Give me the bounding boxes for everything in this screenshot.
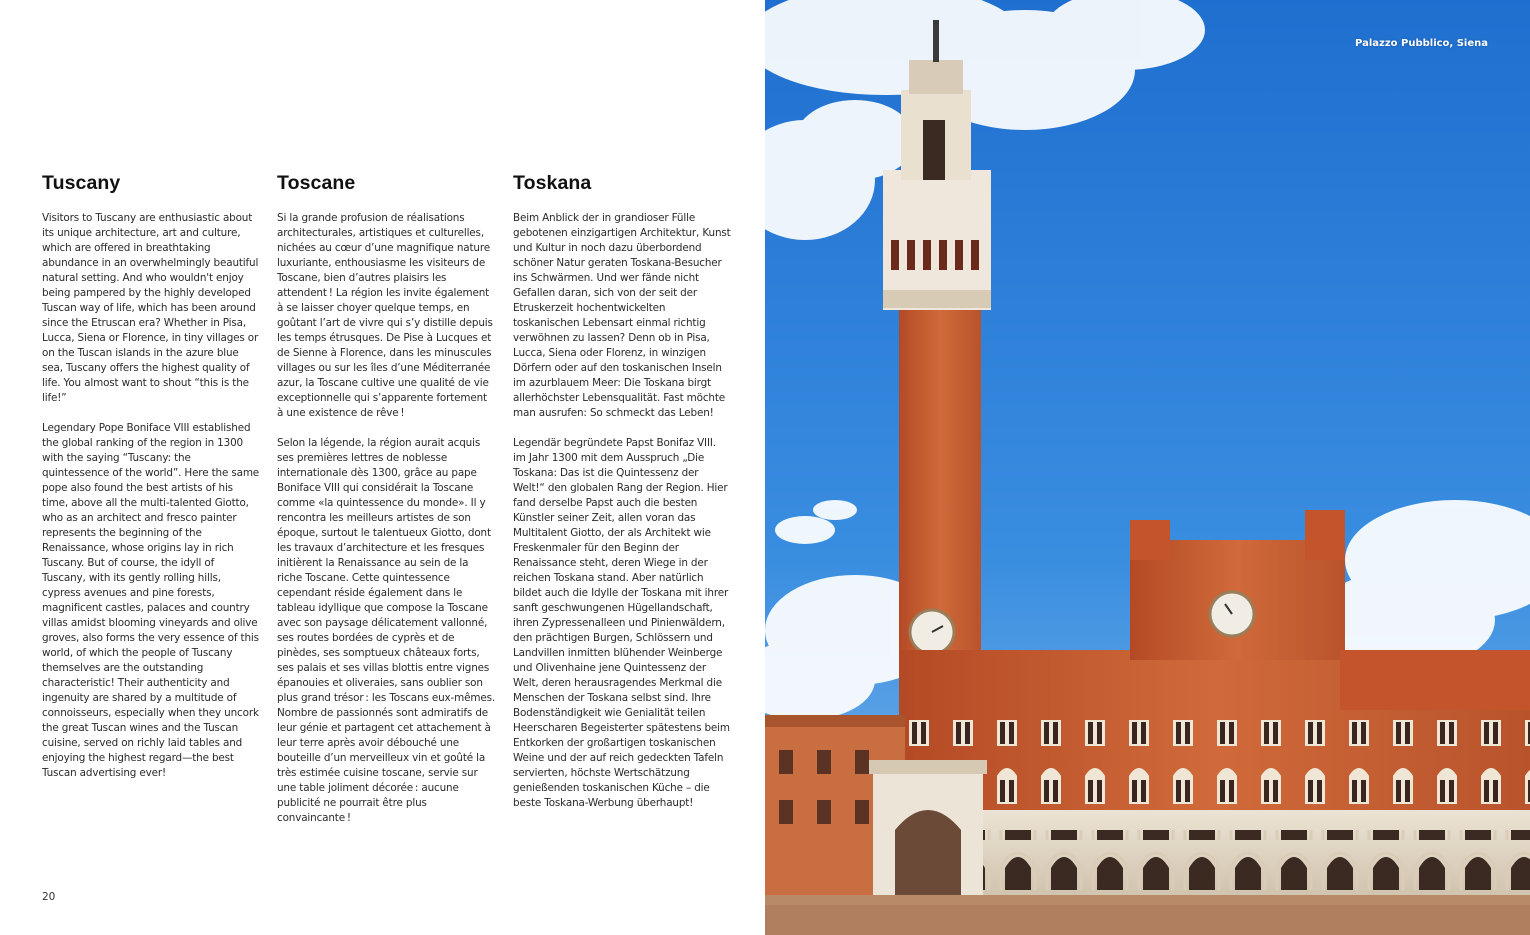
paragraph-de-1: Beim Anblick der in grandioser Fülle gebotenen einzigartigen Architektur, Kunst und Kultur in noch dazu überbordend schöner Natur geraten Toskana-Besucher ins Schwärmen. Und wer fände nicht Gefallen daran, sich von der seit der Etruskerzeit hochentwickelten toskanischen Lebensart einmal richtig verwöhnen zu lassen? Denn ob in Pisa, Lucca, Siena oder Florenz, in winzigen Dörfern oder auf den toskanischen Inseln im azurblauem Meer: Die Toskana birgt allerhöchster Lebensqualität. Fast möchte man ausrufen: So schmeckt das Leben! bbox=[513, 212, 731, 419]
paragraph-de-2: Legendär begründete Papst Bonifaz VIII. im Jahr 1300 mit dem Ausspruch „Die Toskana: Das ist die Quintessenz der Welt!“ den globalen Rang der Region. Hier fand derselbe Papst auch die besten Künstler seiner Zeit, allen voran das Multitalent Giotto, der als Architekt wie Freskenmaler für den Beginn der Renaissance steht, deren Wiege in der reichen Toskana stand. Aber natürlich bildet auch die Idylle der Toskana mit ihrer sanft geschwungenen Hügellandschaft, ihren Zypressenalleen und Pinienwäldern, den prächtigen Burgen, Schlössern und Landvillen inmitten blühender Weinberge und Olivenhaine jene Quintessenz der Welt, deren herausragendes Merkmal die Menschen der Toskana selbst sind. Ihre Bodenständigkeit wie Genialität teilen Heerscharen Begeisterter spätestens beim Entkorken der großartigen toskanischen Weine und der auf reich gedeckten Tafeln servierten, höchste Wertschätzung genießenden toskanischen Küche – die beste Toskana-Werbung überhaupt! bbox=[513, 437, 730, 809]
column-german bbox=[513, 172, 731, 826]
heading-toskana: Toskana bbox=[513, 172, 592, 194]
page-number: 20 bbox=[42, 891, 56, 903]
paragraph-en-2: Legendary Pope Boniface VIII established the global ranking of the region in 1300 with the saying “Tuscany: the quintessence of the world”. Here the same pope also found the best artists of his time, above all the multi-talented Giotto, who as an architect and fresco painter represents the beginning of the Renaissance, whose origins lay in rich Tuscany. But of course, the idyll of Tuscany, with its gently rolling hills, cypress avenues and pine forests, magnificent castles, palaces and country villas amidst blooming vineyards and olive groves, also forms the very essence of this world, of which the people of Tuscany themselves are the outstanding characteristic! Their authenticity and ingenuity are shared by a multitude of connoisseurs, especially when they uncork the great Tuscan wines and the Tuscan cuisine, served on richly laid tables and enjoying the highest regard—the best Tuscan advertising ever! bbox=[42, 422, 260, 779]
palazzo-illustration bbox=[765, 0, 1530, 935]
column-french bbox=[277, 172, 495, 841]
heading-toscane: Toscane bbox=[277, 172, 356, 194]
column-english bbox=[42, 172, 260, 796]
heading-tuscany: Tuscany bbox=[42, 172, 121, 194]
palazzo-photo bbox=[765, 0, 1530, 935]
photo-caption: Palazzo Pubblico, Siena bbox=[1355, 38, 1488, 49]
paragraph-fr-1: Si la grande profusion de réalisations architecturales, artistiques et culturelles, nichées au cœur d’une magnifique nature luxuriante, enthousiasme les visiteurs de Toscane, bien d’autres plaisirs les attendent ! La région les invite également à se laisser choyer quelque temps, en goûtant l’art de vivre qui s’y distille depuis les temps étrusques. De Pise à Lucques et de Sienne à Florence, dans les minuscules villages ou sur les îles d’une Méditerranée azur, la Toscane cultive une qualité de vie exceptionnelle qui s’apparente fortement à une existence de rêve ! bbox=[277, 212, 493, 419]
paragraph-fr-2: Selon la légende, la région aurait acquis ses premières lettres de noblesse internationale dès 1300, grâce au pape Boniface VIII qui considérait la Toscane comme «la quintessence du monde». Il y rencontra les meilleurs artistes de son époque, surtout le talentueux Giotto, dont les travaux d’architecture et les fresques initièrent la Renaissance au sein de la riche Toscane. Cette quintessence cependant réside également dans le tableau idyllique que compose la Toscane avec son paysage délicatement vallonné, ses routes bordées de cyprès et de pinèdes, ses somptueux châteaux forts, ses palais et ses villas blottis entre vignes épanouies et oliveraies, sans oublier son plus grand trésor : les Toscans eux-mêmes. Nombre de passionnés sont admiratifs de leur génie et partagent cet attachement à leur terre après avoir débouché une bouteille d’un merveilleux vin et goûté la très estimée cuisine toscane, servie sur une table joliment décorée : aucune publicité ne pourrait être plus convaincante ! bbox=[277, 437, 495, 824]
paragraph-en-1: Visitors to Tuscany are enthusiastic about its unique architecture, art and culture, which are offered in breathtaking abundance in an overwhelmingly beautiful natural setting. And who wouldn't enjoy being pampered by the highly developed Tuscan way of life, which has been around since the Etruscan era? Whether in Pisa, Lucca, Siena or Florence, in tiny villages or on the Tuscan islands in the azure blue sea, Tuscany offers the highest quality of life. You almost want to shout “this is the life!” bbox=[42, 212, 259, 404]
